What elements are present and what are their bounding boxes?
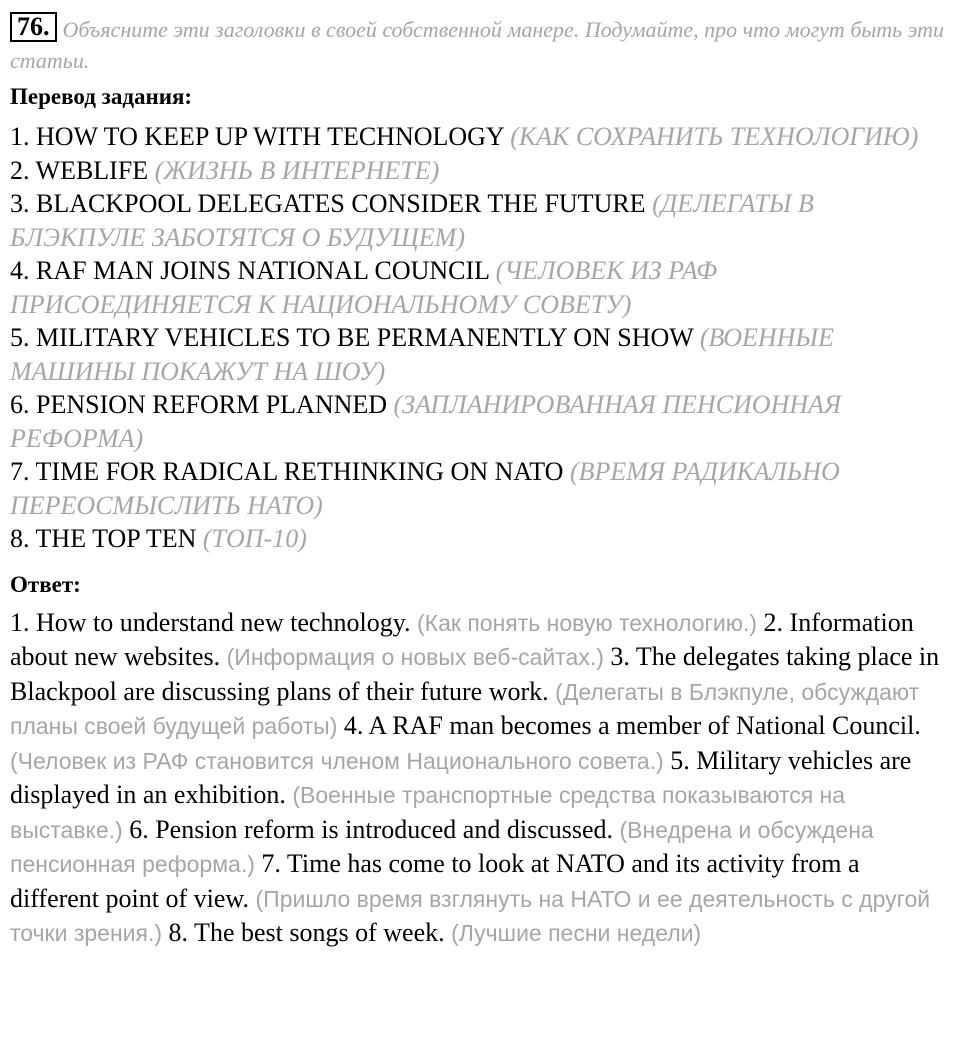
exercise-number: 76. — [10, 12, 57, 42]
answer-ru: (Внедрена и обсуждена пенсионная реформа.) — [10, 816, 874, 877]
headline-item — [10, 120, 950, 154]
answer-paragraph — [10, 606, 950, 951]
exercise-instruction-block — [10, 0, 950, 76]
answer-ru: (Военные транспортные средства показываются на выставке.) — [10, 782, 846, 843]
headline-en: 3. BLACKPOOL DELEGATES CONSIDER THE FUTURE — [10, 189, 646, 218]
exercise-instruction: Объясните эти заголовки в своей собственной манере. Подумайте, про что могут быть эти статьи. — [10, 17, 944, 73]
answer-ru: (Как понять новую технологию.) — [417, 609, 758, 636]
headline-ru: (ЗАПЛАНИРОВАННАЯ ПЕНСИОННАЯ РЕФОРМА) — [10, 390, 842, 453]
answer-en: 8. The best songs of week. — [168, 918, 445, 947]
headline-item — [10, 388, 950, 455]
headline-item — [10, 522, 950, 556]
answer-ru: (Делегаты в Блэкпуле, обсуждают планы своей будущей работы) — [10, 678, 920, 739]
headline-en: 7. TIME FOR RADICAL RETHINKING ON NATO — [10, 457, 564, 486]
headline-ru: (ТОП-10) — [202, 524, 307, 553]
headline-item — [10, 154, 950, 188]
headline-ru: (ЧЕЛОВЕК ИЗ РАФ ПРИСОЕДИНЯЕТСЯ К НАЦИОНАЛЬНОМУ СОВЕТУ) — [10, 256, 718, 319]
answer-en: 1. How to understand new technology. — [10, 607, 411, 637]
answer-ru: (Человек из РАФ становится членом Национального совета.) — [10, 747, 664, 774]
answer-heading: Ответ: — [10, 571, 81, 597]
translation-heading: Перевод задания: — [10, 84, 193, 109]
headline-en: 4. RAF MAN JOINS NATIONAL COUNCIL — [10, 256, 490, 285]
headline-item — [10, 455, 950, 522]
answer-en: 7. Time has come to look at NATO and its activity from a different point of view. — [10, 849, 860, 913]
headline-en: 1. HOW TO KEEP UP WITH TECHNOLOGY — [10, 122, 504, 151]
headline-item — [10, 187, 950, 254]
answer-en: 6. Pension reform is introduced and discussed. — [129, 814, 614, 844]
headline-ru: (КАК СОХРАНИТЬ ТЕХНОЛОГИЮ) — [510, 122, 919, 151]
headline-ru: (ЖИЗНЬ В ИНТЕРНЕТЕ) — [154, 155, 440, 185]
headline-en: 2. WEBLIFE — [10, 155, 149, 185]
answer-en: 5. Military vehicles are displayed in an exhibition. — [10, 745, 912, 809]
headline-ru: (ДЕЛЕГАТЫ В БЛЭКПУЛЕ ЗАБОТЯТСЯ О БУДУЩЕМ) — [10, 189, 814, 252]
headline-item — [10, 254, 950, 321]
headline-en: 6. PENSION REFORM PLANNED — [10, 390, 388, 419]
headline-list — [10, 120, 950, 556]
answer-ru: (Лучшие песни недели) — [451, 920, 702, 946]
headline-item — [10, 321, 950, 388]
headline-ru: (ВРЕМЯ РАДИКАЛЬНО ПЕРЕОСМЫСЛИТЬ НАТО) — [10, 457, 840, 520]
headline-en: 5. MILITARY VEHICLES TO BE PERMANENTLY ON SHOW — [10, 323, 694, 352]
answer-en: 2. Information about new websites. — [10, 607, 914, 671]
answer-en: 4. A RAF man becomes a member of National Council. — [343, 711, 921, 740]
answer-ru: (Информация о новых веб-сайтах.) — [226, 644, 604, 670]
headline-en: 8. THE TOP TEN — [10, 524, 197, 553]
answer-en: 3. The delegates taking place in Blackpool are discussing plans of their future work. — [10, 642, 940, 706]
answer-ru: (Пришло время взглянуть на НАТО и ее деятельность с другой точки зрения.) — [10, 885, 931, 946]
headline-ru: (ВОЕННЫЕ МАШИНЫ ПОКАЖУТ НА ШОУ) — [10, 323, 834, 386]
